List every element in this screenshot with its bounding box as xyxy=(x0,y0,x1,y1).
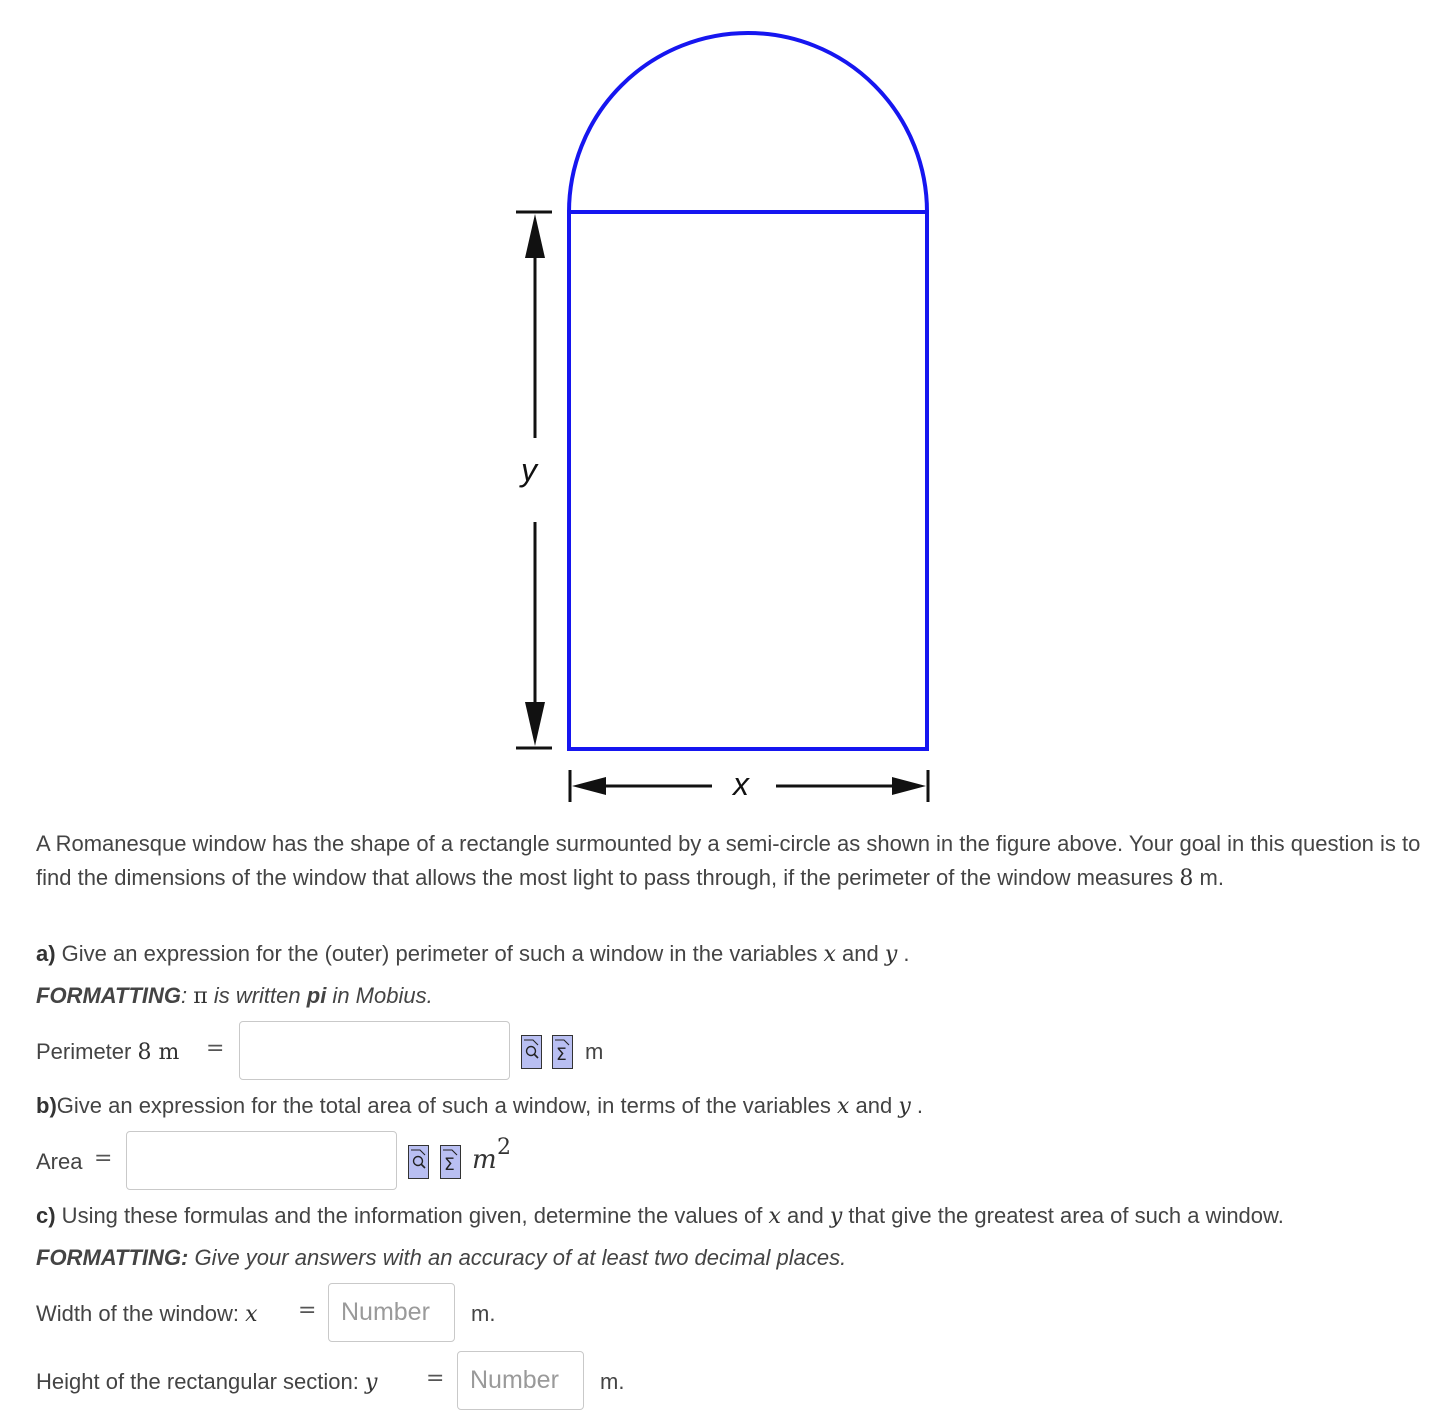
x-dimension-arrow xyxy=(570,770,928,802)
part-b-text: Give an expression for the total area of such a window, in terms of the variables xyxy=(56,1093,837,1118)
svg-text:Σ: Σ xyxy=(444,1155,455,1175)
intro-perimeter-value: 8 xyxy=(1179,866,1194,891)
area-input[interactable] xyxy=(126,1131,397,1190)
var-x: x xyxy=(768,1204,781,1229)
width-var: x xyxy=(245,1302,258,1327)
intro-text-end: m. xyxy=(1193,865,1224,890)
part-c-formatting xyxy=(36,1241,846,1275)
end-text: . xyxy=(910,1093,923,1118)
part-c-text: Using these formulas and the information given, determine the values of xyxy=(55,1203,769,1228)
pi-word: pi xyxy=(306,983,327,1008)
equation-editor-icon[interactable] xyxy=(552,1035,573,1069)
preview-icon[interactable] xyxy=(521,1035,542,1069)
figure-label-x: x xyxy=(733,766,749,802)
area-unit-exponent: 2 xyxy=(497,1135,511,1160)
width-input[interactable]: Number xyxy=(328,1283,455,1342)
end-text: that give the greatest area of such a window. xyxy=(842,1203,1284,1228)
window-semicircle xyxy=(569,33,927,212)
preview-icon[interactable] xyxy=(408,1145,429,1179)
part-b-question xyxy=(36,1089,923,1124)
perimeter-unit: m xyxy=(151,1040,180,1065)
formatting-label: FORMATTING: xyxy=(36,1245,189,1270)
area-field-label xyxy=(36,1145,82,1179)
part-a-formatting xyxy=(36,979,433,1014)
and-text: and xyxy=(835,941,885,966)
window-rectangle xyxy=(569,212,927,749)
width-equals: = xyxy=(298,1298,317,1323)
width-unit: m. xyxy=(471,1301,496,1326)
perimeter-input[interactable] xyxy=(239,1021,510,1080)
height-equals: = xyxy=(426,1366,445,1391)
var-y: y xyxy=(884,942,898,967)
area-label: Area xyxy=(36,1149,83,1174)
and-text: and xyxy=(780,1203,830,1228)
var-x: x xyxy=(823,942,836,967)
part-c-label: c) xyxy=(36,1203,56,1228)
svg-text:Σ: Σ xyxy=(556,1045,567,1065)
area-equals: = xyxy=(94,1146,113,1171)
perimeter-equals: = xyxy=(206,1036,225,1061)
formatting-mid: is written xyxy=(207,983,307,1008)
pi-symbol: π xyxy=(193,984,208,1009)
equation-editor-icon[interactable] xyxy=(440,1145,461,1179)
perimeter-field-label xyxy=(36,1035,179,1070)
height-var: y xyxy=(364,1370,378,1395)
part-a-question xyxy=(36,937,910,972)
formatting-label: FORMATTING xyxy=(36,983,182,1008)
end-text: . xyxy=(897,941,910,966)
part-b-label: b) xyxy=(36,1093,57,1118)
part-a-text: Give an expression for the (outer) perimeter of such a window in the variables xyxy=(55,941,824,966)
perimeter-unit-label: m xyxy=(585,1039,604,1064)
height-label: Height of the rectangular section: xyxy=(36,1369,365,1394)
var-x: x xyxy=(836,1094,850,1119)
part-a-label: a) xyxy=(36,941,56,966)
intro-text: A Romanesque window has the shape of a rectangle surmounted by a semi-circle as shown in the figure above. Your goal in this question is to find the dimensions of the window that allows the most light to pass through, if the perimeter of the window measures xyxy=(36,831,1421,890)
perimeter-value: 8 xyxy=(137,1040,152,1065)
height-field-label xyxy=(36,1365,377,1400)
and-text: and xyxy=(849,1093,899,1118)
formatting-colon: : xyxy=(181,983,194,1008)
var-y: y xyxy=(829,1204,843,1229)
formatting-text: Give your answers with an accuracy of at least two decimal places. xyxy=(188,1245,847,1270)
width-field-label xyxy=(36,1297,258,1332)
height-unit: m. xyxy=(600,1369,625,1394)
formatting-end: in Mobius. xyxy=(326,983,433,1008)
area-unit-base: m xyxy=(472,1145,497,1175)
intro-paragraph xyxy=(36,827,1421,896)
width-label: Width of the window: xyxy=(36,1301,246,1326)
height-input[interactable]: Number xyxy=(457,1351,584,1410)
figure-label-y: y xyxy=(521,452,537,488)
perimeter-label: Perimeter xyxy=(36,1039,138,1064)
part-c-question xyxy=(36,1199,1284,1234)
var-y: y xyxy=(898,1094,911,1119)
